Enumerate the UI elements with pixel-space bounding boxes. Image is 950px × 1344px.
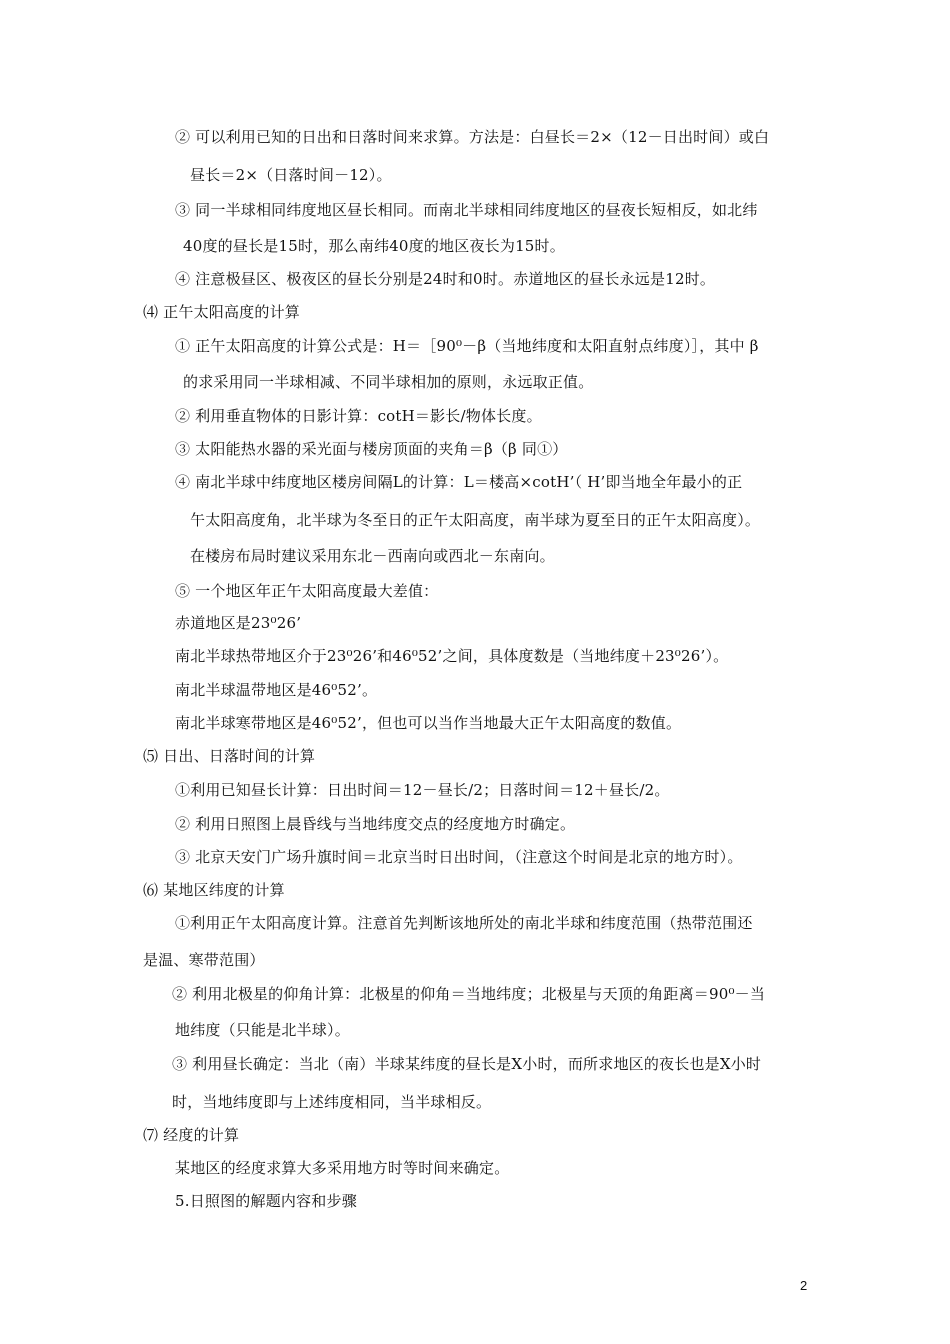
text-line: 赤道地区是23⁰26’ — [175, 614, 302, 632]
text-line: 地纬度（只能是北半球）。 — [175, 1021, 350, 1039]
text-line: ⑤ 一个地区年正午太阳高度最大差值： — [175, 582, 439, 600]
text-line: ② 利用北极星的仰角计算：北极星的仰角＝当地纬度；北极星与天顶的角距离＝90⁰－当 — [172, 985, 766, 1003]
text-line: 40度的昼长是15时，那么南纬40度的地区夜长为15时。 — [183, 237, 565, 255]
text-line: 昼长＝2×（日落时间－12）。 — [190, 166, 392, 184]
text-line: 南北半球热带地区介于23⁰26’和46⁰52’之间，具体度数是（当地纬度＋23⁰26’）。 — [175, 647, 729, 665]
text-line: 午太阳高度角，北半球为冬至日的正午太阳高度，南半球为夏至日的正午太阳高度）。 — [190, 511, 761, 529]
text-line: ② 可以利用已知的日出和日落时间来求算。方法是：白昼长＝2×（12－日出时间）或白 — [175, 128, 770, 146]
text-line: ② 利用垂直物体的日影计算：cotH＝影长/物体长度。 — [175, 407, 542, 425]
text-line: 在楼房布局时建议采用东北－西南向或西北－东南向。 — [190, 547, 555, 565]
text-line: 5.日照图的解题内容和步骤 — [175, 1192, 357, 1210]
text-line: 南北半球温带地区是46⁰52’。 — [175, 681, 378, 699]
text-line: 时，当地纬度即与上述纬度相同，当半球相反。 — [172, 1093, 492, 1111]
section-heading: ⑺ 经度的计算 — [143, 1126, 240, 1144]
text-line: ① 正午太阳高度的计算公式是：H＝［90⁰－β（当地纬度和太阳直射点纬度）］，其中 β — [175, 337, 759, 355]
text-line: ③ 太阳能热水器的采光面与楼房顶面的夹角＝β（β 同①） — [175, 440, 568, 458]
text-line: ④ 南北半球中纬度地区楼房间隔L的计算：L＝楼高×cotH’（ H’即当地全年最小的正 — [175, 473, 743, 491]
text-line: 是温、寒带范围） — [143, 951, 265, 969]
text-line: ①利用正午太阳高度计算。注意首先判断该地所处的南北半球和纬度范围（热带范围还 — [175, 914, 753, 932]
text-line: 某地区的经度求算大多采用地方时等时间来确定。 — [175, 1159, 510, 1177]
section-heading: ⑸ 日出、日落时间的计算 — [143, 747, 316, 765]
section-heading: ⑷ 正午太阳高度的计算 — [143, 303, 300, 321]
text-line: ③ 北京天安门广场升旗时间＝北京当时日出时间，（注意这个时间是北京的地方时）。 — [175, 848, 743, 866]
text-line: ② 利用日照图上晨昏线与当地纬度交点的经度地方时确定。 — [175, 815, 576, 833]
section-heading: ⑹ 某地区纬度的计算 — [143, 881, 285, 899]
text-line: ①利用已知昼长计算：日出时间＝12－昼长/2；日落时间＝12＋昼长/2。 — [175, 781, 670, 799]
text-line: ③ 同一半球相同纬度地区昼长相同。而南北半球相同纬度地区的昼夜长短相反，如北纬 — [175, 201, 758, 219]
text-line: ④ 注意极昼区、极夜区的昼长分别是24时和0时。赤道地区的昼长永远是12时。 — [175, 270, 716, 288]
text-line: ③ 利用昼长确定：当北（南）半球某纬度的昼长是X小时，而所求地区的夜长也是X小时 — [172, 1055, 762, 1073]
text-line: 的求采用同一半球相减、不同半球相加的原则，永远取正值。 — [183, 373, 594, 391]
text-line: 南北半球寒带地区是46⁰52’，但也可以当作当地最大正午太阳高度的数值。 — [175, 714, 682, 732]
page-number: 2 — [800, 1278, 808, 1293]
